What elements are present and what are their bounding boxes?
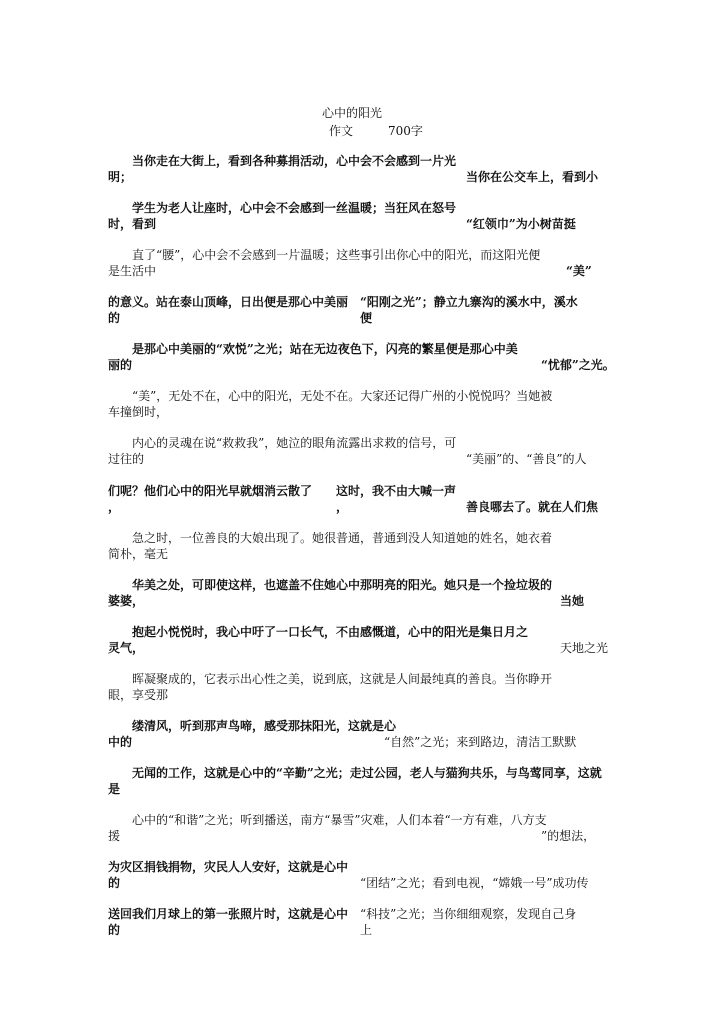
text-line: 灵气， [108,641,145,655]
text-line: 当你在公交车上，看到小 [466,170,599,184]
text-line: 眼，享受那 [108,688,169,702]
text-line: ， [336,500,349,514]
text-line: 无闻的工作，这就是心中的“辛勤”之光；走过公园，老人与猫狗共乐，与鸟莺同享，这就 [132,766,602,780]
text-line: 内心的灵魂在说“救救我”，她泣的眼角流露出求救的信号，可 [132,436,457,450]
text-line: 们呢？他们心中的阳光早就烟消云散了 [108,484,313,498]
text-line: 援 [108,829,121,843]
text-line: 婆婆， [108,594,145,608]
text-line: “红领巾”为小树苗挺 [466,217,576,231]
text-line: “科技”之光；当你细细观察，发现自己身 [360,907,577,921]
text-line: 的意义。站在泰山顶峰，日出便是那心中美丽 [108,295,349,309]
text-line: 抱起小悦悦时，我心中吁了一口长气，不由感慨道，心中的阳光是集日月之 [132,625,529,639]
text-line: 善良哪去了。就在人们焦 [466,500,599,514]
text-line: “美”，无处不在，心中的阳光，无处不在。大家还记得广州的小悦悦吗？当她被 [132,389,553,403]
text-line: 直了“腰”，心中会不会感到一片温暖；这些事引出你心中的阳光，而这阳光便 [132,248,541,262]
text-line: 车撞倒时， [108,405,169,419]
text-line: “团结”之光；看到电视，“嫦娥一号”成功传 [360,876,589,890]
text-line: 上 [360,923,373,937]
text-line: 过往的 [108,452,145,466]
text-line: 华美之处，可即使这样，也遮盖不住她心中那明亮的阳光。她只是一个捡垃圾的 [132,578,553,592]
text-line: 中的 [108,735,133,749]
text-line: 天地之光 [560,641,609,655]
text-line: 是那心中美丽的“欢悦”之光；站在无边夜色下，闪亮的繁星便是那心中美 [132,342,518,356]
text-line: “美丽”的、“善良”的人 [466,452,587,466]
text-line: 当你走在大街上，看到各种募捐活动，心中会不会感到一片光 [132,154,457,168]
text-line: 明； [108,170,133,184]
text-line: 的 [108,923,121,937]
text-line: 简朴，毫无 [108,547,169,561]
text-line: 送回我们月球上的第一张照片时，这就是心中 [108,907,349,921]
text-line: 急之时，一位善良的大娘出现了。她很普通，普通到没人知道她的姓名，她衣着 [132,531,553,545]
text-line: 的 [108,311,121,325]
text-line: “美” [566,264,592,278]
text-line: 时，看到 [108,217,157,231]
text-line: 当她 [560,594,585,608]
text-line: 的 [108,876,121,890]
text-line: “自然”之光；来到路边，清洁工默默 [384,735,577,749]
text-line: “阳刚之光”；静立九寨沟的溪水中，溪水 [360,295,578,309]
text-line: 这时，我不由大喊一声 [336,484,457,498]
text-line: 是 [108,782,121,796]
document-title: 心中的阳光 [322,106,383,120]
subtitle-word-count: 700字 [388,124,423,138]
text-line: “忧郁”之光。 [541,358,615,372]
text-line: ”的想法， [541,829,596,843]
text-line: 便 [360,311,373,325]
subtitle-label: 作文 [329,124,354,138]
text-line: 为灾区捐钱捐物，灾民人人安好，这就是心中 [108,860,349,874]
text-line: ， [108,500,121,514]
text-line: 缕清风，听到那声鸟啼，感受那抹阳光，这就是心 [132,719,397,733]
text-line: 是生活中 [108,264,157,278]
text-line: 心中的“和谐”之光；听到播送，南方“暴雪”灾难，人们本着“一方有难，八方支 [132,813,547,827]
text-line: 晖凝聚成的，它表示出心性之美，说到底，这就是人间最纯真的善良。当你睁开 [132,672,553,686]
text-line: 学生为老人让座时，心中会不会感到一丝温暖；当狂风在怒号 [132,201,457,215]
text-line: 丽的 [108,358,133,372]
